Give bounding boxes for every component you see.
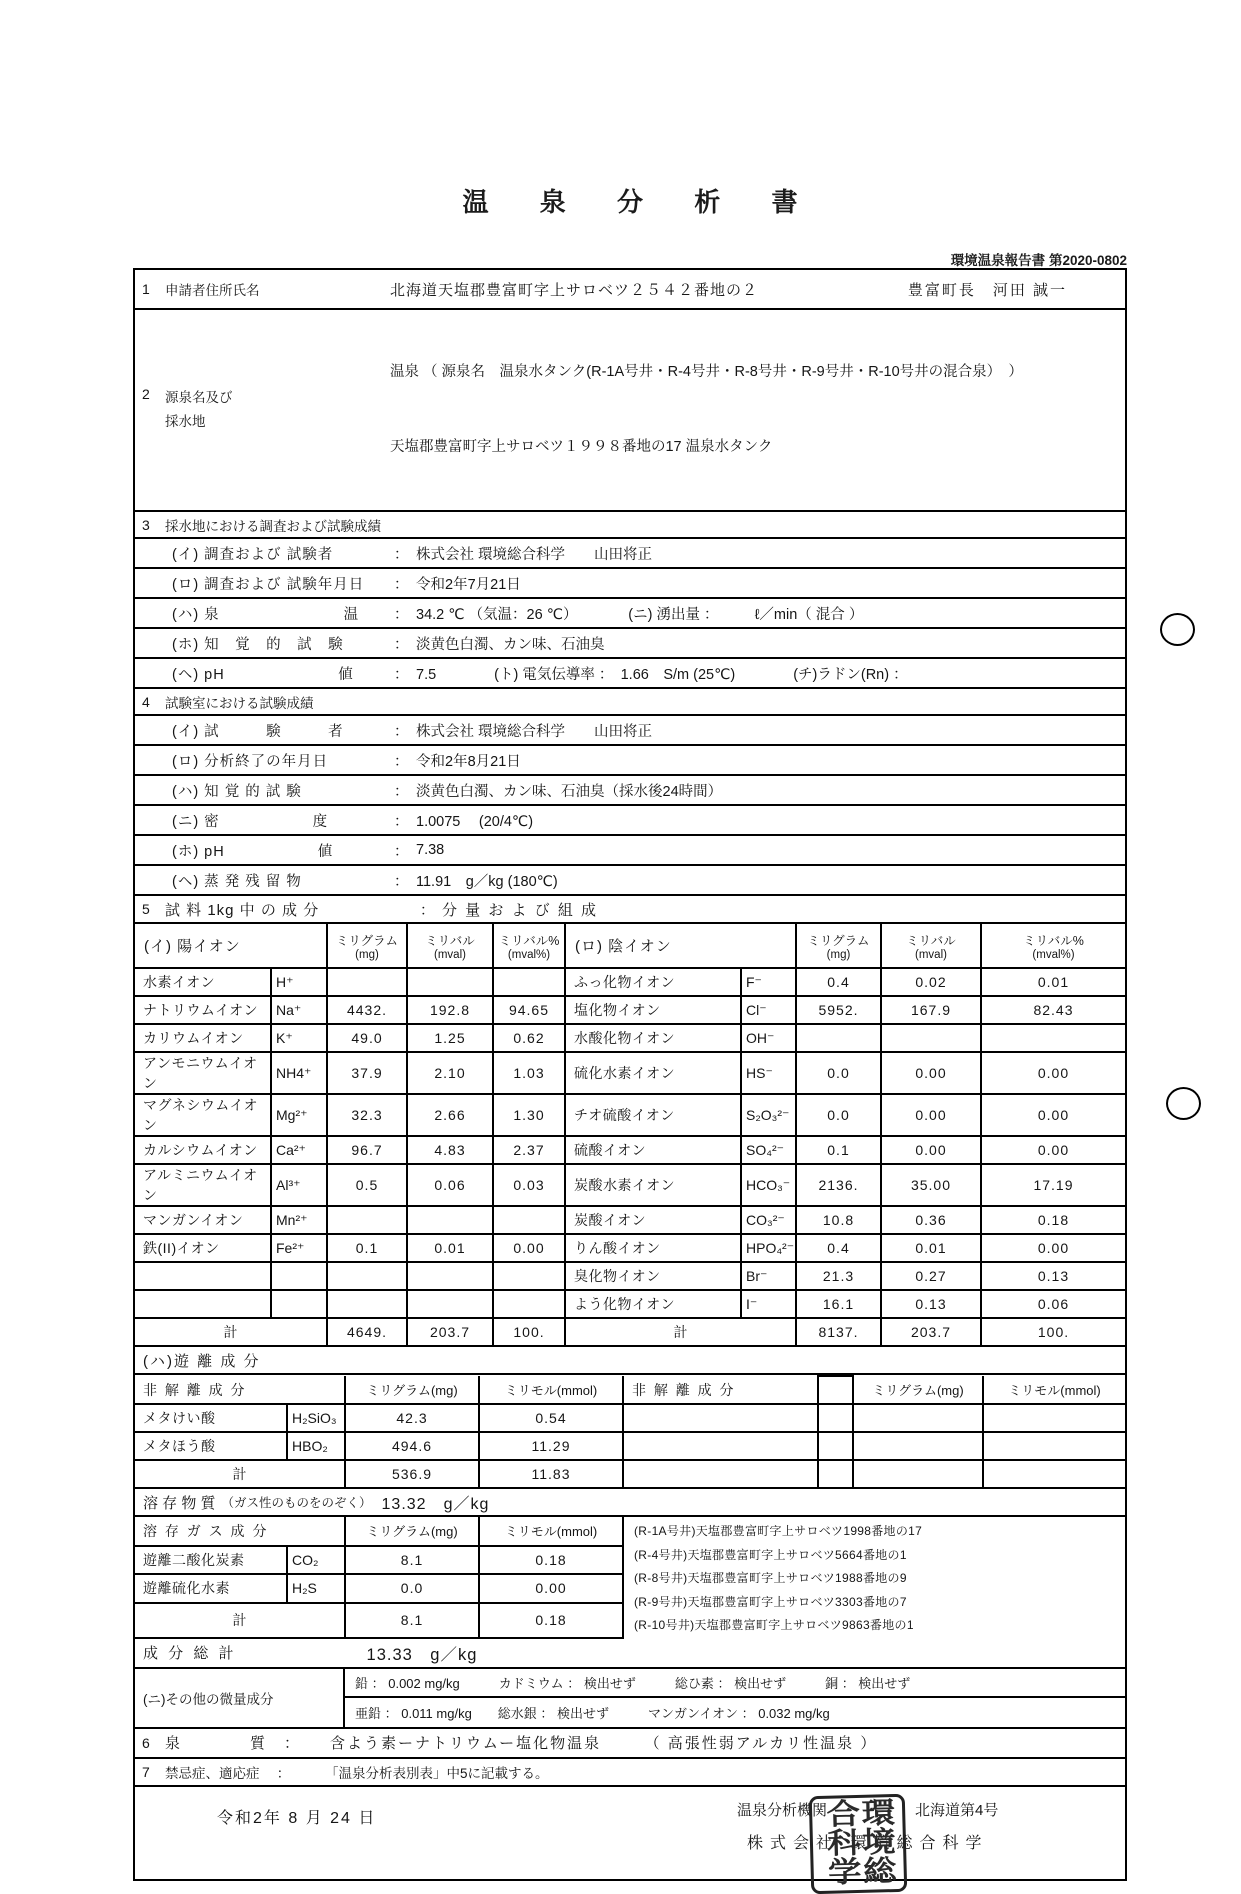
page-title: 温 泉 分 析 書	[462, 187, 820, 217]
anion-name: 炭酸水素イオン	[565, 1164, 741, 1206]
composition-label: 試 料 1kg 中 の 成 分	[165, 901, 320, 919]
gas-section-label: 溶 存 ガ ス 成 分	[135, 1517, 345, 1546]
anion-mval-value: 0.00	[881, 1136, 981, 1164]
cation-total-mval: 203.7	[407, 1318, 493, 1346]
dissolved-matter-note: （ガス性のものをのぞく）	[221, 1496, 372, 1510]
anion-mval-pct-value: 0.01	[981, 968, 1125, 996]
survey-item-label: (ヘ) pH 値	[172, 666, 354, 683]
report-date: 令和2年 8 月 24 日	[217, 1809, 377, 1827]
cation-mg-value: 96.7	[327, 1136, 407, 1164]
applicant-row	[135, 270, 1125, 310]
well-address-line: (R-4号井)天塩郡豊富町字上サロベツ5664番地の1	[634, 1547, 907, 1562]
total-mg: 536.9	[345, 1460, 479, 1488]
well-address-notes	[623, 1517, 1125, 1638]
anion-formula: I⁻	[741, 1290, 796, 1318]
empty-cell	[853, 1460, 983, 1488]
empty-cell	[818, 1460, 853, 1488]
row-number: 4	[142, 693, 150, 710]
ion-table-row	[135, 1164, 1125, 1206]
gas-formula: CO₂	[287, 1546, 345, 1575]
cation-mval-value: 2.10	[407, 1052, 493, 1094]
anion-mval-value: 0.36	[881, 1206, 981, 1234]
cation-mval-pct-value	[493, 1290, 565, 1318]
cation-name: アルミニウムイオン	[135, 1164, 271, 1206]
anion-mval-pct-value: 0.00	[981, 1234, 1125, 1262]
dissolved-matter-value: 13.32 g／kg	[381, 1495, 490, 1513]
ion-table-row	[135, 1234, 1125, 1262]
gas-formula: H₂S	[287, 1574, 345, 1603]
empty-cell	[623, 1404, 818, 1432]
colon-separator: ：	[394, 546, 409, 563]
anion-mval-pct-value: 0.13	[981, 1262, 1125, 1290]
non-dissociated-total-row	[135, 1460, 1125, 1488]
cation-mval-pct-value: 2.37	[493, 1136, 565, 1164]
anion-mval-pct-value	[981, 1024, 1125, 1052]
component-formula: H₂SiO₃	[287, 1404, 345, 1432]
component-mg: 42.3	[345, 1404, 479, 1432]
cation-mval-value	[407, 1206, 493, 1234]
colon-separator: ：	[394, 576, 409, 593]
colon-separator: ：	[394, 843, 409, 860]
analysis-agency-block	[737, 1799, 1129, 1853]
cation-mval-pct-value	[493, 968, 565, 996]
cation-name: 鉄(II)イオン	[135, 1234, 271, 1262]
non-dissociated-label: 非 解 離 成 分	[135, 1376, 345, 1404]
survey-item-label: (ハ) 泉 温	[172, 606, 360, 623]
ion-table-row	[135, 1052, 1125, 1094]
cation-mg-value: 4432.	[327, 996, 407, 1024]
empty-cell	[818, 1376, 853, 1404]
gas-total-mg: 8.1	[345, 1603, 479, 1638]
non-dissociated-row	[135, 1404, 1125, 1432]
dissolved-matter-row	[135, 1489, 1125, 1517]
ion-table-row	[135, 1262, 1125, 1290]
composition-heading	[135, 896, 1125, 924]
source-row	[135, 310, 1125, 512]
cation-mg-value: 0.1	[327, 1234, 407, 1262]
anion-mval-value: 0.27	[881, 1262, 981, 1290]
colon-separator: ：	[394, 636, 409, 653]
anion-mval-pct-value: 0.00	[981, 1136, 1125, 1164]
gas-mmol: 0.00	[479, 1574, 623, 1603]
anion-mval-value: 0.02	[881, 968, 981, 996]
cation-formula: Al³⁺	[271, 1164, 327, 1206]
source-name-line: 温泉 （ 源泉名 温泉水タンク(R-1A号井・R-4号井・R-8号井・R-9号井・R-10号井の混合泉） ）	[390, 364, 1023, 380]
anion-name: 硫化水素イオン	[565, 1052, 741, 1094]
row-number: 2	[142, 386, 150, 402]
agency-label: 温泉分析機関	[737, 1801, 828, 1819]
mg-column-header: ミリグラム(mg)	[345, 1517, 479, 1546]
cation-mval-value: 1.25	[407, 1024, 493, 1052]
non-dissociated-header-row	[135, 1376, 1125, 1404]
free-components-heading: (ハ)遊 離 成 分	[135, 1347, 1125, 1375]
lab-test-title: 試験室における試験成績	[165, 695, 314, 711]
cation-total-mval-pct: 100.	[493, 1318, 565, 1346]
survey-item-row	[135, 629, 1125, 659]
colon-separator: ：	[394, 873, 409, 890]
lab-item-row	[135, 806, 1125, 836]
mval-pct-column-header: ミリバル% (mval%)	[493, 924, 565, 968]
colon-separator: ：	[394, 753, 409, 770]
anion-mg-value: 0.0	[796, 1052, 881, 1094]
empty-cell	[623, 1432, 818, 1460]
survey-item-row	[135, 659, 1125, 689]
ion-table-row	[135, 1094, 1125, 1136]
cation-name	[135, 1262, 271, 1290]
anion-mg-value: 0.0	[796, 1094, 881, 1136]
lab-item-row	[135, 776, 1125, 806]
cation-mval-pct-value: 0.62	[493, 1024, 565, 1052]
anion-mg-value	[796, 1024, 881, 1052]
cation-mg-value	[327, 968, 407, 996]
well-address-line: (R-9号井)天塩郡豊富町字上サロベツ3303番地の7	[634, 1594, 907, 1609]
anion-name: チオ硫酸イオン	[565, 1094, 741, 1136]
trace-components-label: (ニ)その他の微量成分	[135, 1669, 345, 1727]
lab-item-row	[135, 716, 1125, 746]
grand-total-value: 13.33 g／kg	[366, 1645, 478, 1664]
empty-cell	[853, 1432, 983, 1460]
cation-mval-pct-value	[493, 1206, 565, 1234]
survey-item-value: 7.5 (ト) 電気伝導率 ： 1.66 S/m (25℃) (チ)ラドン(Rn) ：	[416, 666, 908, 683]
anion-mval-value: 167.9	[881, 996, 981, 1024]
row-number: 1	[142, 281, 150, 297]
anion-section-title: (ロ) 陰イオン	[565, 924, 796, 968]
anion-formula: HCO₃⁻	[741, 1164, 796, 1206]
ion-table-row	[135, 968, 1125, 996]
row-number: 6	[142, 1734, 150, 1751]
ion-table-row	[135, 1206, 1125, 1234]
spring-quality-label: 泉 質 ：	[165, 1735, 302, 1752]
gas-header-row	[135, 1517, 1125, 1546]
anion-formula: OH⁻	[741, 1024, 796, 1052]
cation-mval-pct-value: 0.00	[493, 1234, 565, 1262]
survey-item-label: (ロ) 調査および 試験年月日	[172, 576, 365, 593]
cation-name	[135, 1290, 271, 1318]
contraindications-value: 「温泉分析表別表」中5に記載する。	[325, 1765, 549, 1781]
anion-mval-value: 35.00	[881, 1164, 981, 1206]
cation-formula: Ca²⁺	[271, 1136, 327, 1164]
gas-total-mmol: 0.18	[479, 1603, 623, 1638]
lab-item-label: (ハ) 知 覚 的 試 験	[172, 783, 302, 800]
cation-mg-value: 49.0	[327, 1024, 407, 1052]
row-number: 7	[142, 1763, 150, 1780]
cation-formula: Fe²⁺	[271, 1234, 327, 1262]
colon-separator: ：	[394, 783, 409, 800]
cation-total-label: 計	[135, 1318, 327, 1346]
empty-cell	[983, 1460, 1125, 1488]
survey-item-value: 淡黄色白濁、カン味、石油臭	[416, 636, 605, 653]
cation-formula: Na⁺	[271, 996, 327, 1024]
gas-mmol: 0.18	[479, 1546, 623, 1575]
colon-separator: ：	[394, 813, 409, 830]
cation-name: アンモニウムイオン	[135, 1052, 271, 1094]
lab-item-row	[135, 746, 1125, 776]
lab-item-value: 淡黄色白濁、カン味、石油臭（採水後24時間）	[416, 783, 723, 800]
anion-name: 炭酸イオン	[565, 1206, 741, 1234]
total-label: 計	[135, 1460, 345, 1488]
sampling-site-line: 天塩郡豊富町字上サロベツ１９９８番地の17 温泉水タンク	[390, 439, 773, 455]
cation-name: カリウムイオン	[135, 1024, 271, 1052]
anion-formula: F⁻	[741, 968, 796, 996]
anion-name: 水酸化物イオン	[565, 1024, 741, 1052]
spring-quality-row	[135, 1729, 1125, 1759]
non-dissociated-table	[135, 1375, 1125, 1489]
colon-separator: ：	[394, 723, 409, 740]
empty-cell	[818, 1404, 853, 1432]
cation-mg-value: 32.3	[327, 1094, 407, 1136]
gas-name: 遊離二酸化炭素	[135, 1546, 287, 1575]
anion-mg-value: 0.1	[796, 1136, 881, 1164]
anion-total-mg: 8137.	[796, 1318, 881, 1346]
cation-section-title: (イ) 陽イオン	[135, 924, 327, 968]
cation-mval-pct-value: 94.65	[493, 996, 565, 1024]
grand-total-label: 成 分 総 計	[143, 1645, 237, 1662]
survey-item-row	[135, 599, 1125, 629]
anion-name: 臭化物イオン	[565, 1262, 741, 1290]
colon-separator: ：	[394, 606, 409, 623]
colon-separator: ：	[394, 666, 409, 683]
anion-formula: Br⁻	[741, 1262, 796, 1290]
survey-item-value: 34.2 ℃ （気温：26 ℃） (ニ) 湧出量 ： ℓ／min（ 混合 ）	[416, 606, 864, 623]
non-dissociated-row	[135, 1432, 1125, 1460]
ion-table-header-row	[135, 924, 1125, 968]
lab-item-row	[135, 866, 1125, 896]
lab-item-label: (ロ) 分析終了の年月日	[172, 753, 329, 770]
component-formula: HBO₂	[287, 1432, 345, 1460]
empty-cell	[983, 1432, 1125, 1460]
company-seal-stamp: 環境総合科学	[809, 1793, 908, 1893]
anion-formula: Cl⁻	[741, 996, 796, 1024]
anion-mval-value: 0.13	[881, 1290, 981, 1318]
mg-column-header: ミリグラム (mg)	[796, 924, 881, 968]
cation-total-mg: 4649.	[327, 1318, 407, 1346]
survey-item-row	[135, 569, 1125, 599]
composition-value: 分 量 お よ び 組 成	[442, 901, 599, 919]
source-label-2: 採水地	[165, 414, 206, 429]
anion-formula: HPO₄²⁻	[741, 1234, 796, 1262]
anion-mg-value: 16.1	[796, 1290, 881, 1318]
cation-mval-pct-value: 1.03	[493, 1052, 565, 1094]
cation-mg-value: 0.5	[327, 1164, 407, 1206]
analysis-document	[133, 268, 1127, 1886]
lab-test-rows	[135, 716, 1125, 896]
anion-formula: SO₄²⁻	[741, 1136, 796, 1164]
well-address-line: (R-10号井)天塩郡豊富町字上サロベツ9863番地の1	[634, 1618, 914, 1632]
lab-item-value: 11.91 g／kg (180℃)	[416, 873, 558, 890]
cation-mval-value	[407, 1290, 493, 1318]
cation-formula: Mg²⁺	[271, 1094, 327, 1136]
row-number: 3	[142, 516, 150, 533]
cation-mg-value: 37.9	[327, 1052, 407, 1094]
cation-formula	[271, 1290, 327, 1318]
gas-mg: 8.1	[345, 1546, 479, 1575]
contraindications-row	[135, 1759, 1125, 1787]
mval-pct-column-header: ミリバル% (mval%)	[981, 924, 1125, 968]
mg-column-header: ミリグラム(mg)	[853, 1376, 983, 1404]
applicant-address: 北海道天塩郡豊富町字上サロベツ２５４２番地の２	[390, 281, 759, 299]
lab-item-label: (ホ) pH 値	[172, 843, 334, 860]
dissolved-gas-table	[135, 1517, 1125, 1639]
component-mg: 494.6	[345, 1432, 479, 1460]
anion-name: 硫酸イオン	[565, 1136, 741, 1164]
mg-column-header: ミリグラム (mg)	[327, 924, 407, 968]
anion-mval-pct-value: 0.18	[981, 1206, 1125, 1234]
component-name: メタけい酸	[135, 1404, 287, 1432]
empty-cell	[818, 1432, 853, 1460]
survey-item-row	[135, 539, 1125, 569]
anion-mval-pct-value: 17.19	[981, 1164, 1125, 1206]
footer	[135, 1787, 1125, 1886]
applicant-label: 申請者住所氏名	[165, 283, 260, 298]
mmol-column-header: ミリモル(mmol)	[479, 1376, 623, 1404]
cation-mg-value	[327, 1262, 407, 1290]
anion-mg-value: 0.4	[796, 1234, 881, 1262]
cation-mval-value: 2.66	[407, 1094, 493, 1136]
anion-mval-pct-value: 0.00	[981, 1094, 1125, 1136]
cation-mval-value	[407, 1262, 493, 1290]
cation-mval-pct-value: 1.30	[493, 1094, 565, 1136]
ion-table-row	[135, 1024, 1125, 1052]
ion-table-total-row	[135, 1318, 1125, 1346]
non-dissociated-label: 非 解 離 成 分	[623, 1376, 818, 1404]
ion-table-row	[135, 1290, 1125, 1318]
cation-mval-value: 0.01	[407, 1234, 493, 1262]
anion-name: よう化物イオン	[565, 1290, 741, 1318]
cation-name: マンガンイオン	[135, 1206, 271, 1234]
mval-column-header: ミリバル (mval)	[881, 924, 981, 968]
cation-formula: H⁺	[271, 968, 327, 996]
grand-total-row	[135, 1639, 1125, 1669]
punch-hole	[1166, 1087, 1201, 1120]
agency-registration: 北海道第4号	[915, 1801, 999, 1819]
component-mmol: 11.29	[479, 1432, 623, 1460]
anion-mg-value: 5952.	[796, 996, 881, 1024]
mmol-column-header: ミリモル(mmol)	[479, 1517, 623, 1546]
anion-formula: S₂O₃²⁻	[741, 1094, 796, 1136]
anion-mval-value	[881, 1024, 981, 1052]
anion-mg-value: 2136.	[796, 1164, 881, 1206]
anion-mg-value: 0.4	[796, 968, 881, 996]
component-mmol: 0.54	[479, 1404, 623, 1432]
anion-mg-value: 10.8	[796, 1206, 881, 1234]
survey-item-label: (ホ) 知 覚 的 試 験	[172, 636, 344, 653]
trace-components-row	[135, 1669, 1125, 1729]
lab-item-label: (イ) 試 験 者	[172, 723, 344, 740]
lab-test-heading	[135, 689, 1125, 716]
cation-mg-value	[327, 1290, 407, 1318]
cation-mval-value	[407, 968, 493, 996]
row-number: 5	[142, 901, 150, 917]
anion-mg-value: 21.3	[796, 1262, 881, 1290]
applicant-name: 豊富町長 河田 誠一	[907, 281, 1067, 299]
gas-mg: 0.0	[345, 1574, 479, 1603]
cation-formula	[271, 1262, 327, 1290]
survey-item-label: (イ) 調査および 試験者	[172, 546, 334, 563]
survey-item-value: 株式会社 環境総合科学 山田将正	[416, 546, 653, 563]
anion-name: りん酸イオン	[565, 1234, 741, 1262]
component-name: メタほう酸	[135, 1432, 287, 1460]
ion-composition-table	[135, 924, 1125, 1347]
cation-name: 水素イオン	[135, 968, 271, 996]
anion-total-mval: 203.7	[881, 1318, 981, 1346]
lab-item-label: (ニ) 密 度	[172, 813, 329, 830]
anion-mval-pct-value: 0.00	[981, 1052, 1125, 1094]
cation-mval-value: 4.83	[407, 1136, 493, 1164]
anion-mval-pct-value: 82.43	[981, 996, 1125, 1024]
site-survey-rows	[135, 539, 1125, 689]
source-label-1: 源泉名及び	[165, 390, 233, 405]
total-label: 計	[135, 1603, 345, 1638]
colon-separator: ：	[420, 902, 435, 919]
cation-formula: NH4⁺	[271, 1052, 327, 1094]
trace-line-1: 鉛 ： 0.002 mg/kg カドミウム ： 検出せず 総ひ素 ： 検出せず 銅 ： 検出せず	[345, 1669, 1125, 1698]
cation-name: カルシウムイオン	[135, 1136, 271, 1164]
spring-quality-value: 含よう素ーナトリウムー塩化物温泉 （ 高張性弱アルカリ性温泉 ）	[330, 1735, 878, 1752]
anion-name: ふっ化物イオン	[565, 968, 741, 996]
well-address-line: (R-1A号井)天塩郡豊富町字上サロベツ1998番地の17	[634, 1524, 923, 1538]
contraindications-label: 禁忌症、適応症 ：	[165, 1765, 291, 1781]
cation-mval-pct-value: 0.03	[493, 1164, 565, 1206]
cation-mval-value: 192.8	[407, 996, 493, 1024]
anion-name: 塩化物イオン	[565, 996, 741, 1024]
lab-item-row	[135, 836, 1125, 866]
cation-formula: K⁺	[271, 1024, 327, 1052]
lab-item-value: 令和2年8月21日	[416, 753, 521, 770]
mg-column-header: ミリグラム(mg)	[345, 1376, 479, 1404]
punch-hole	[1160, 613, 1195, 646]
anion-total-label: 計	[565, 1318, 796, 1346]
cation-name: ナトリウムイオン	[135, 996, 271, 1024]
lab-item-label: (ヘ) 蒸 発 残 留 物	[172, 873, 302, 890]
dissolved-matter-label: 溶 存 物 質	[143, 1494, 216, 1512]
trace-line-2: 亜鉛 ： 0.011 mg/kg 総水銀 ： 検出せず マンガンイオン ： 0.032 mg/kg	[355, 1705, 830, 1721]
cation-mg-value	[327, 1206, 407, 1234]
cation-mval-value: 0.06	[407, 1164, 493, 1206]
anion-mval-value: 0.00	[881, 1052, 981, 1094]
anion-mval-value: 0.01	[881, 1234, 981, 1262]
lab-item-value: 1.0075 (20/4℃)	[416, 813, 534, 830]
site-survey-heading	[135, 512, 1125, 539]
lab-item-value: 株式会社 環境総合科学 山田将正	[416, 723, 653, 740]
mmol-column-header: ミリモル(mmol)	[983, 1376, 1125, 1404]
mval-column-header: ミリバル (mval)	[407, 924, 493, 968]
empty-cell	[853, 1404, 983, 1432]
cation-mval-pct-value	[493, 1262, 565, 1290]
lab-item-value: 7.38	[416, 842, 445, 858]
well-address-line: (R-8号井)天塩郡豊富町字上サロベツ1988番地の9	[634, 1571, 907, 1585]
empty-cell	[983, 1404, 1125, 1432]
anion-mval-pct-value: 0.06	[981, 1290, 1125, 1318]
anion-total-mval-pct: 100.	[981, 1318, 1125, 1346]
ion-table-row	[135, 1136, 1125, 1164]
ion-table-row	[135, 996, 1125, 1024]
report-number: 環境温泉報告書 第2020-0802	[950, 253, 1127, 268]
cation-formula: Mn²⁺	[271, 1206, 327, 1234]
anion-mval-value: 0.00	[881, 1094, 981, 1136]
survey-item-value: 令和2年7月21日	[416, 576, 521, 593]
anion-formula: HS⁻	[741, 1052, 796, 1094]
anion-formula: CO₃²⁻	[741, 1206, 796, 1234]
empty-cell	[623, 1460, 818, 1488]
site-survey-title: 採水地における調査および試験成績	[165, 518, 381, 534]
cation-name: マグネシウムイオン	[135, 1094, 271, 1136]
gas-name: 遊離硫化水素	[135, 1574, 287, 1603]
total-mmol: 11.83	[479, 1460, 623, 1488]
company-name: 株式会社 環境総合科学	[747, 1834, 989, 1852]
